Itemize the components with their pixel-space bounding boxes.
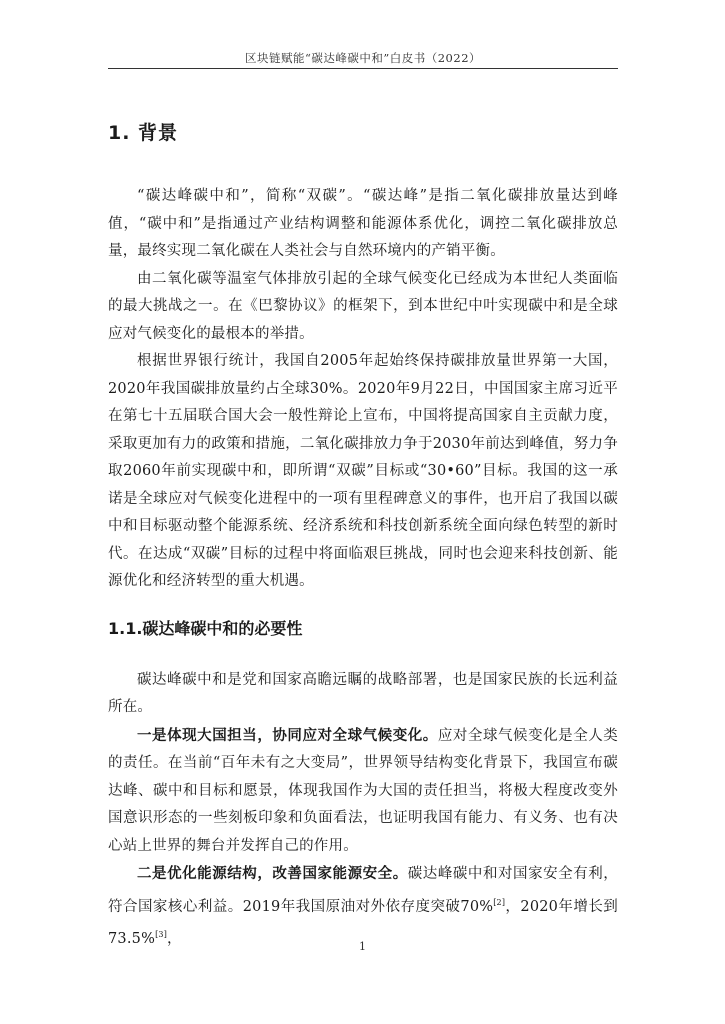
point-one-lead: 一是体现大国担当，协同应对全球气候变化。 bbox=[137, 726, 438, 744]
point-two-body-a: 碳达峰碳中和对国家安全有利，符合国家核心利益。2019年我国原油对外依存度突破70% bbox=[108, 866, 618, 915]
paragraph-definition: “碳达峰碳中和”，简称“双碳”。“碳达峰”是指二氧化碳排放量达到峰值，“碳中和”是指通过产业结构调整和能源体系优化，调控二氧化碳排放总量，最终实现二氧化碳在人类社会与自然环境内的产销平衡。 bbox=[108, 188, 618, 259]
paragraph-intro: 碳达峰碳中和是党和国家高瞻远瞩的战略部署，也是国家民族的长远利益所在。 bbox=[108, 671, 618, 715]
running-header-title: 区块链赋能“碳达峰碳中和”白皮书（2022） bbox=[244, 51, 482, 65]
point-two-body-c: ， bbox=[167, 930, 182, 947]
citation-ref-2[interactable]: [2] bbox=[493, 897, 506, 907]
page-number: 1 bbox=[359, 940, 366, 953]
citation-ref-3[interactable]: [3] bbox=[155, 929, 168, 939]
page-body bbox=[108, 118, 618, 953]
section-heading: 1. 背景 bbox=[108, 122, 179, 144]
paragraph-china-commitment: 根据世界银行统计，我国自2005年起始终保持碳排放量世界第一大国，2020年我国碳排放量约占全球30%。2020年9月22日，中国国家主席习近平在第七十五届联合国大会一般性辩论上宣布，中国将提高国家自主贡献力度，采取更加有力的政策和措施，二氧化碳排放力争于2030年前达到峰值，努力争取2060年前实现碳中和，即所谓“双碳”目标或“30•60”目标。我国的这一承诺是全球应对气候变化进程中的一项有里程碑意义的事件，也开启了我国以碳中和目标驱动整个能源系统、经济系统和科技创新系统全面向绿色转型的新时代。在达成“双碳”目标的过程中将面临艰巨挑战，同时也会迎来科技创新、能源优化和经济转型的重大机遇。 bbox=[108, 353, 618, 589]
point-two-body-b: ，2020年增长到73.5% bbox=[108, 898, 618, 947]
header-divider bbox=[108, 68, 618, 69]
subsection-heading: 1.1.碳达峰碳中和的必要性 bbox=[108, 618, 303, 638]
point-one-body: 应对全球气候变化是全人类的责任。在当前“百年未有之大变局”，世界领导结构变化背景下，我国宣布碳达峰、碳中和目标和愿景，体现我国作为大国的责任担当，将极大程度改变外国意识形态的一些刻板印象和负面看法，也证明我国有能力、有义务、也有决心站上世界的舞台并发挥自己的作用。 bbox=[108, 727, 619, 854]
paragraph-climate-challenge: 由二氧化碳等温室气体排放引起的全球气候变化已经成为本世纪人类面临的最大挑战之一。在《巴黎协议》的框架下，到本世纪中叶实现碳中和是全球应对气候变化的最根本的举措。 bbox=[108, 270, 618, 342]
point-two-lead: 二是优化能源结构，改善国家能源安全。 bbox=[137, 865, 408, 882]
paragraph-point-one bbox=[108, 722, 618, 861]
